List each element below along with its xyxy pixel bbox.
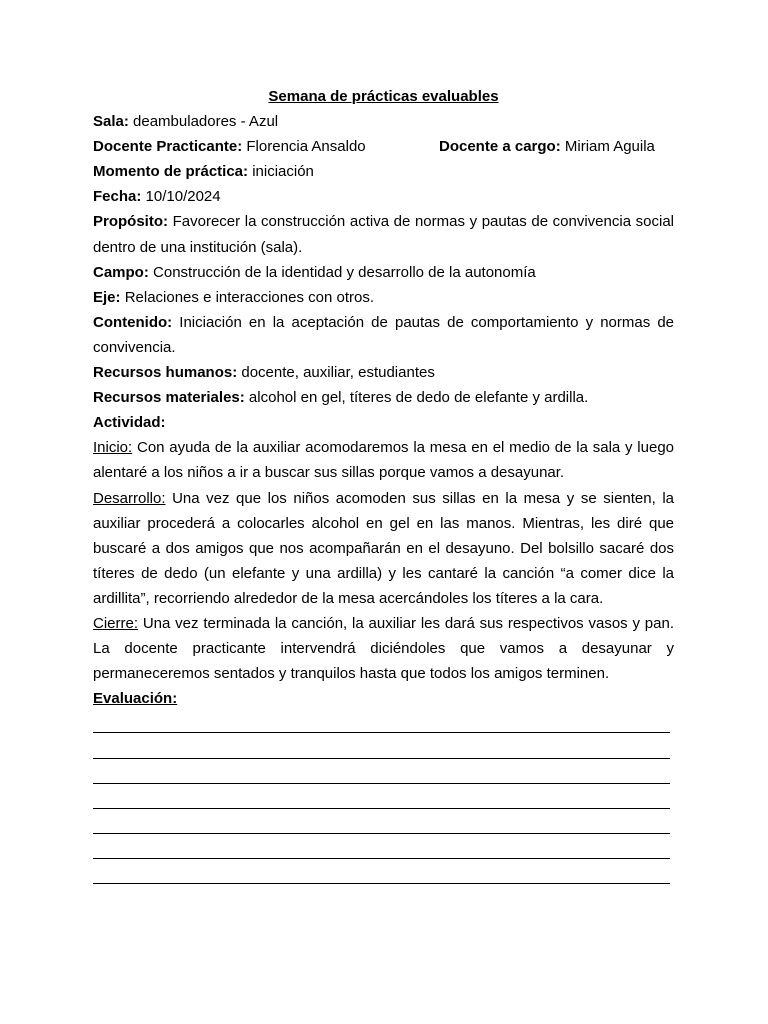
desarrollo-paragraph <box>93 486 674 611</box>
recursos-humanos-label: Recursos humanos: <box>93 364 238 382</box>
evaluacion-heading <box>93 686 674 711</box>
evaluacion-blank-line <box>93 812 674 837</box>
evaluacion-blank-line <box>93 736 674 761</box>
recursos-humanos-row <box>93 360 674 385</box>
recursos-materiales-row <box>93 385 674 410</box>
contenido-value: Iniciación en la aceptación de pautas de comportamiento y normas de convivencia. <box>93 313 675 356</box>
evaluacion-label: Evaluación: <box>93 690 178 708</box>
cierre-label: Cierre: <box>93 614 139 632</box>
contenido-label: Contenido: <box>93 313 173 331</box>
evaluacion-blank-line <box>93 837 674 862</box>
docente-practicante-value: Florencia Ansaldo <box>246 138 366 156</box>
desarrollo-value: Una vez que los niños acomoden sus sillas en la mesa y se sienten, la auxiliar procederá a colocarles alcohol en gel en las manos. Mientras, les diré que buscaré a dos amigos que nos acompañarán en el desayuno. Del bolsillo sacaré dos títeres de dedo (un elefante y una ardilla) y les cantaré la canción “a comer dice la ardillita”, recorriendo alrededor de la mesa acercándoles los títeres a la cara. <box>93 489 675 607</box>
cierre-value: Una vez terminada la canción, la auxiliar les dará sus respectivos vasos y pan. La docente practicante intervendrá diciéndoles que vamos a desayunar y permaneceremos sentados y tranquilos hasta que todos los amigos terminen. <box>93 614 675 683</box>
campo-label: Campo: <box>93 263 149 281</box>
momento-value: iniciación <box>252 163 314 181</box>
fecha-row <box>93 184 674 209</box>
proposito-label: Propósito: <box>93 213 168 231</box>
inicio-label: Inicio: <box>93 439 133 457</box>
desarrollo-label: Desarrollo: <box>93 489 166 507</box>
docente-practicante-field <box>93 138 366 155</box>
document-title: Semana de prácticas evaluables <box>268 88 499 105</box>
eje-value: Relaciones e interacciones con otros. <box>124 288 374 306</box>
document-page <box>93 84 674 887</box>
momento-label: Momento de práctica: <box>93 163 249 181</box>
fecha-value: 10/10/2024 <box>145 188 221 206</box>
actividad-label: Actividad: <box>93 414 166 432</box>
eje-label: Eje: <box>93 288 121 306</box>
docente-practicante-label: Docente Practicante: <box>93 138 243 156</box>
evaluacion-blank-line <box>93 787 674 812</box>
contenido-paragraph <box>93 310 674 360</box>
campo-row <box>93 260 674 285</box>
inicio-value: Con ayuda de la auxiliar acomodaremos la mesa en el medio de la sala y luego alentaré a los niños a ir a buscar sus sillas porque vamos a desayunar. <box>93 439 675 482</box>
actividad-heading <box>93 410 674 435</box>
evaluacion-blank-line <box>93 711 674 736</box>
eje-row <box>93 285 674 310</box>
cierre-paragraph <box>93 611 674 686</box>
recursos-materiales-label: Recursos materiales: <box>93 389 245 407</box>
recursos-materiales-value: alcohol en gel, títeres de dedo de elefante y ardilla. <box>248 389 589 407</box>
evaluacion-blank-line <box>93 762 674 787</box>
proposito-value: Favorecer la construcción activa de normas y pautas de convivencia social dentro de una institución (sala). <box>93 213 674 256</box>
evaluacion-blank-lines <box>93 711 674 887</box>
inicio-paragraph <box>93 435 674 485</box>
sala-label: Sala: <box>93 113 129 131</box>
fecha-label: Fecha: <box>93 188 142 206</box>
campo-value: Construcción de la identidad y desarrollo de la autonomía <box>153 263 536 281</box>
docentes-row <box>93 134 674 159</box>
docente-a-cargo-label: Docente a cargo: <box>439 138 561 156</box>
evaluacion-blank-line <box>93 862 674 887</box>
momento-row <box>93 159 674 184</box>
proposito-paragraph <box>93 209 674 259</box>
docente-a-cargo-value: Miriam Aguila <box>564 138 655 156</box>
sala-value: deambuladores - Azul <box>133 113 279 131</box>
recursos-humanos-value: docente, auxiliar, estudiantes <box>241 364 435 382</box>
sala-row <box>93 109 674 134</box>
docente-a-cargo-field <box>439 134 655 159</box>
